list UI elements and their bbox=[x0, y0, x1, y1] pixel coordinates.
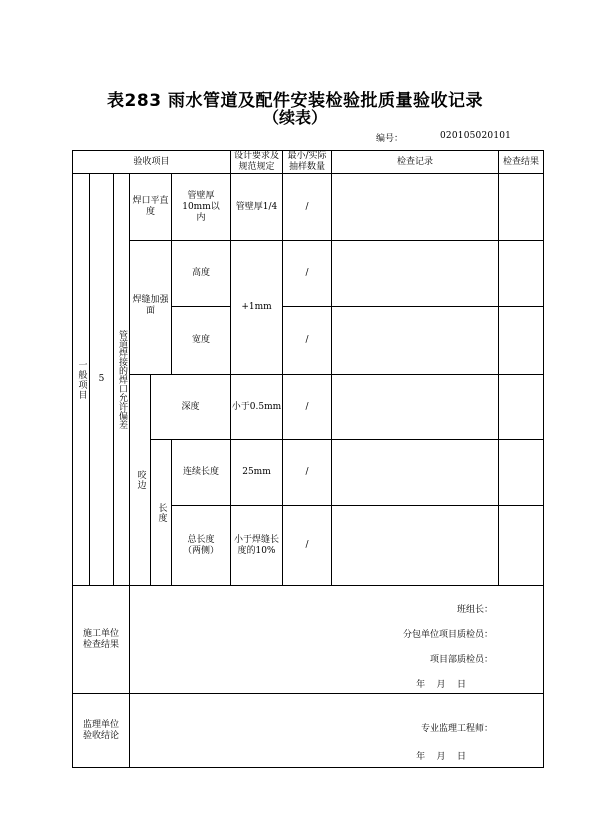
height-sample: / bbox=[305, 268, 309, 278]
wall-requirement: 管壁厚1/4 bbox=[235, 201, 278, 212]
cont-length-label: 连续长度 bbox=[182, 467, 219, 477]
sub-qc-label: 分包单位项目质检员： bbox=[402, 630, 493, 640]
cont-length-sample: / bbox=[305, 467, 309, 477]
construction-label: 施工单位检查结果 bbox=[82, 628, 119, 650]
total-length-sample: / bbox=[305, 540, 309, 550]
height-label: 高度 bbox=[191, 268, 210, 278]
page-subtitle: （续表） bbox=[262, 108, 327, 127]
reinforce-label: 焊缝加强面 bbox=[132, 295, 169, 316]
depth-sample: / bbox=[305, 401, 309, 412]
col-header-design: 设计要求及规范规定 bbox=[233, 151, 279, 172]
undercut-label: 咬边 bbox=[135, 470, 146, 490]
width-sample: / bbox=[305, 335, 309, 345]
col-header-record: 检查记录 bbox=[396, 156, 433, 167]
col-header-item: 验收项目 bbox=[133, 156, 170, 167]
category-label: 一般项目 bbox=[76, 359, 87, 400]
page-title: 表283 雨水管道及配件安装检验批质量验收记录 bbox=[107, 91, 483, 111]
depth-label: 深度 bbox=[181, 401, 200, 412]
depth-requirement: 小于0.5mm bbox=[231, 401, 282, 412]
construction-date: 年 月 日 bbox=[416, 680, 466, 690]
total-length-requirement: 小于焊缝长度的10% bbox=[234, 534, 280, 556]
total-length-label: 总长度（两侧） bbox=[182, 534, 219, 556]
width-label: 宽度 bbox=[191, 335, 210, 345]
reinforce-requirement: +1mm bbox=[241, 302, 272, 312]
group-label: 管道焊接的焊口允许偏差 bbox=[117, 330, 127, 429]
proj-qc-label: 项目部质检员： bbox=[429, 655, 493, 665]
col-header-sample: 最小/实际抽样数量 bbox=[287, 151, 327, 172]
wall-sample: / bbox=[305, 201, 309, 212]
code-label: 编号： bbox=[376, 134, 404, 144]
flatness-label: 焊口平直度 bbox=[132, 196, 169, 217]
cont-length-requirement: 25mm bbox=[242, 467, 271, 477]
supervision-label: 监理单位验收结论 bbox=[82, 719, 119, 741]
team-leader-label: 班组长： bbox=[456, 605, 493, 615]
supervision-date: 年 月 日 bbox=[416, 752, 466, 762]
wall-label: 管壁厚10mm以内 bbox=[182, 190, 220, 223]
item-number: 5 bbox=[98, 374, 105, 384]
col-header-result: 检查结果 bbox=[502, 156, 539, 167]
length-label: 长度 bbox=[156, 502, 167, 523]
code-row bbox=[330, 131, 542, 145]
code-value: 020105020101 bbox=[440, 131, 512, 141]
engineer-label: 专业监理工程师： bbox=[420, 724, 493, 734]
